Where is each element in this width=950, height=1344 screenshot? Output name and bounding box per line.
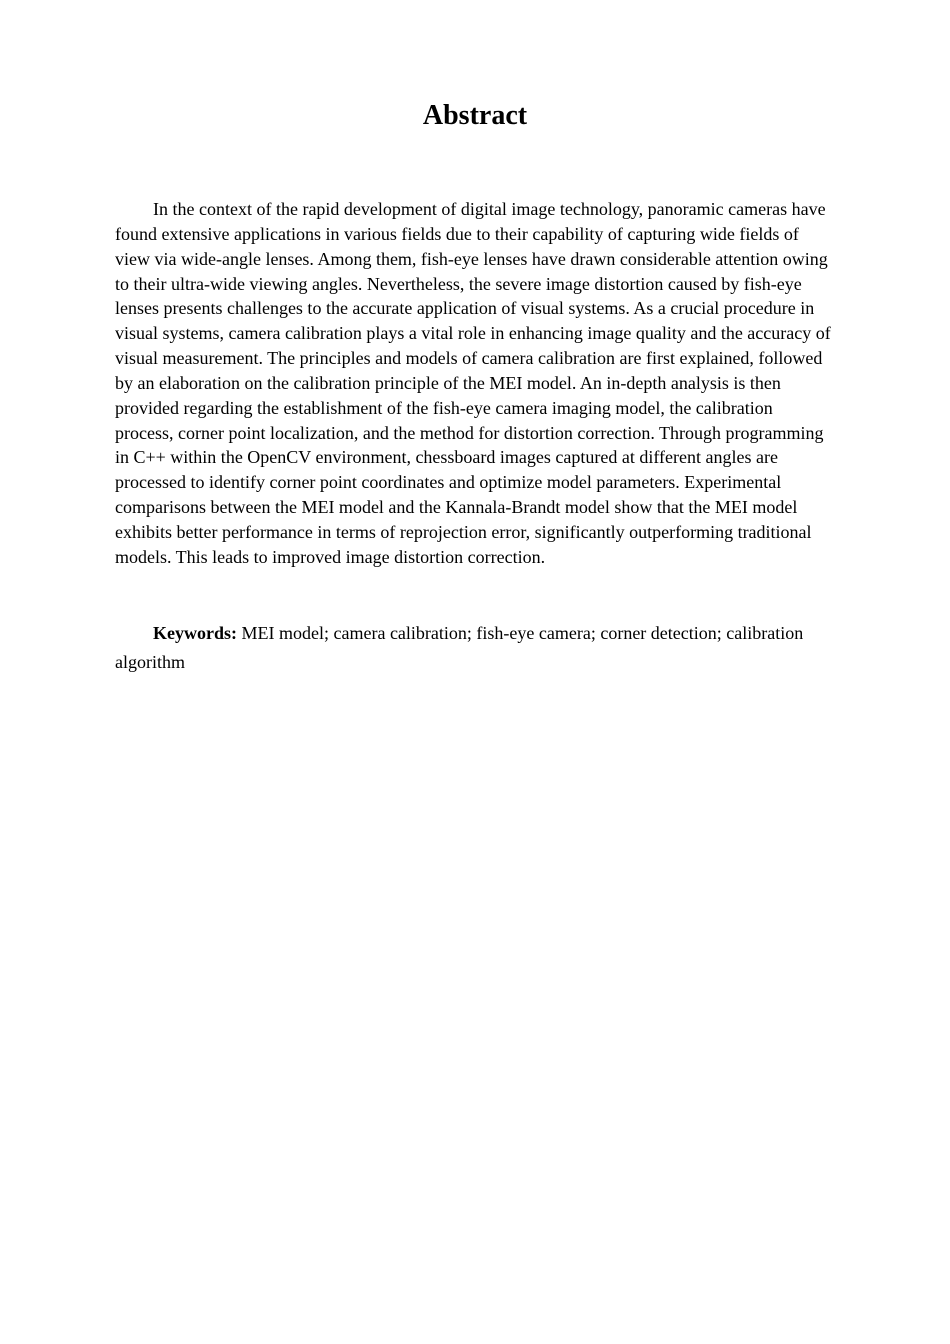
abstract-title: Abstract — [422, 100, 528, 131]
keywords-text: MEI model; camera calibration; fish-eye camera; corner detection; calibration algorithm — [115, 623, 804, 672]
abstract-body: In the context of the rapid development of digital image technology, panoramic cameras have found extensive applications in various fields due to their capability of capturing wide fields of view via wide-angle lenses. Among them, fish-eye lenses have drawn considerable attention owing to their ultra-wide viewing angles. Nevertheless, the severe image distortion caused by fish-eye lenses presents challenges to the accurate application of visual systems. As a crucial procedure in visual systems, camera calibration plays a vital role in enhancing image quality and the accuracy of visual measurement. The principles and models of camera calibration are first explained, followed by an elaboration on the calibration principle of the MEI model. An in-depth analysis is then provided regarding the establishment of the fish-eye camera imaging model, the calibration process, corner point localization, and the method for distortion correction. Through programming in C++ within the OpenCV environment, chessboard images captured at different angles are processed to identify corner point coordinates and optimize model parameters. Experimental comparisons between the MEI model and the Kannala-Brandt model show that the MEI model exhibits better performance in terms of reprojection error, significantly outperforming traditional models. This leads to improved image distortion correction. — [115, 199, 831, 567]
keywords-line — [115, 619, 833, 677]
keywords-label: Keywords: — [153, 623, 237, 643]
